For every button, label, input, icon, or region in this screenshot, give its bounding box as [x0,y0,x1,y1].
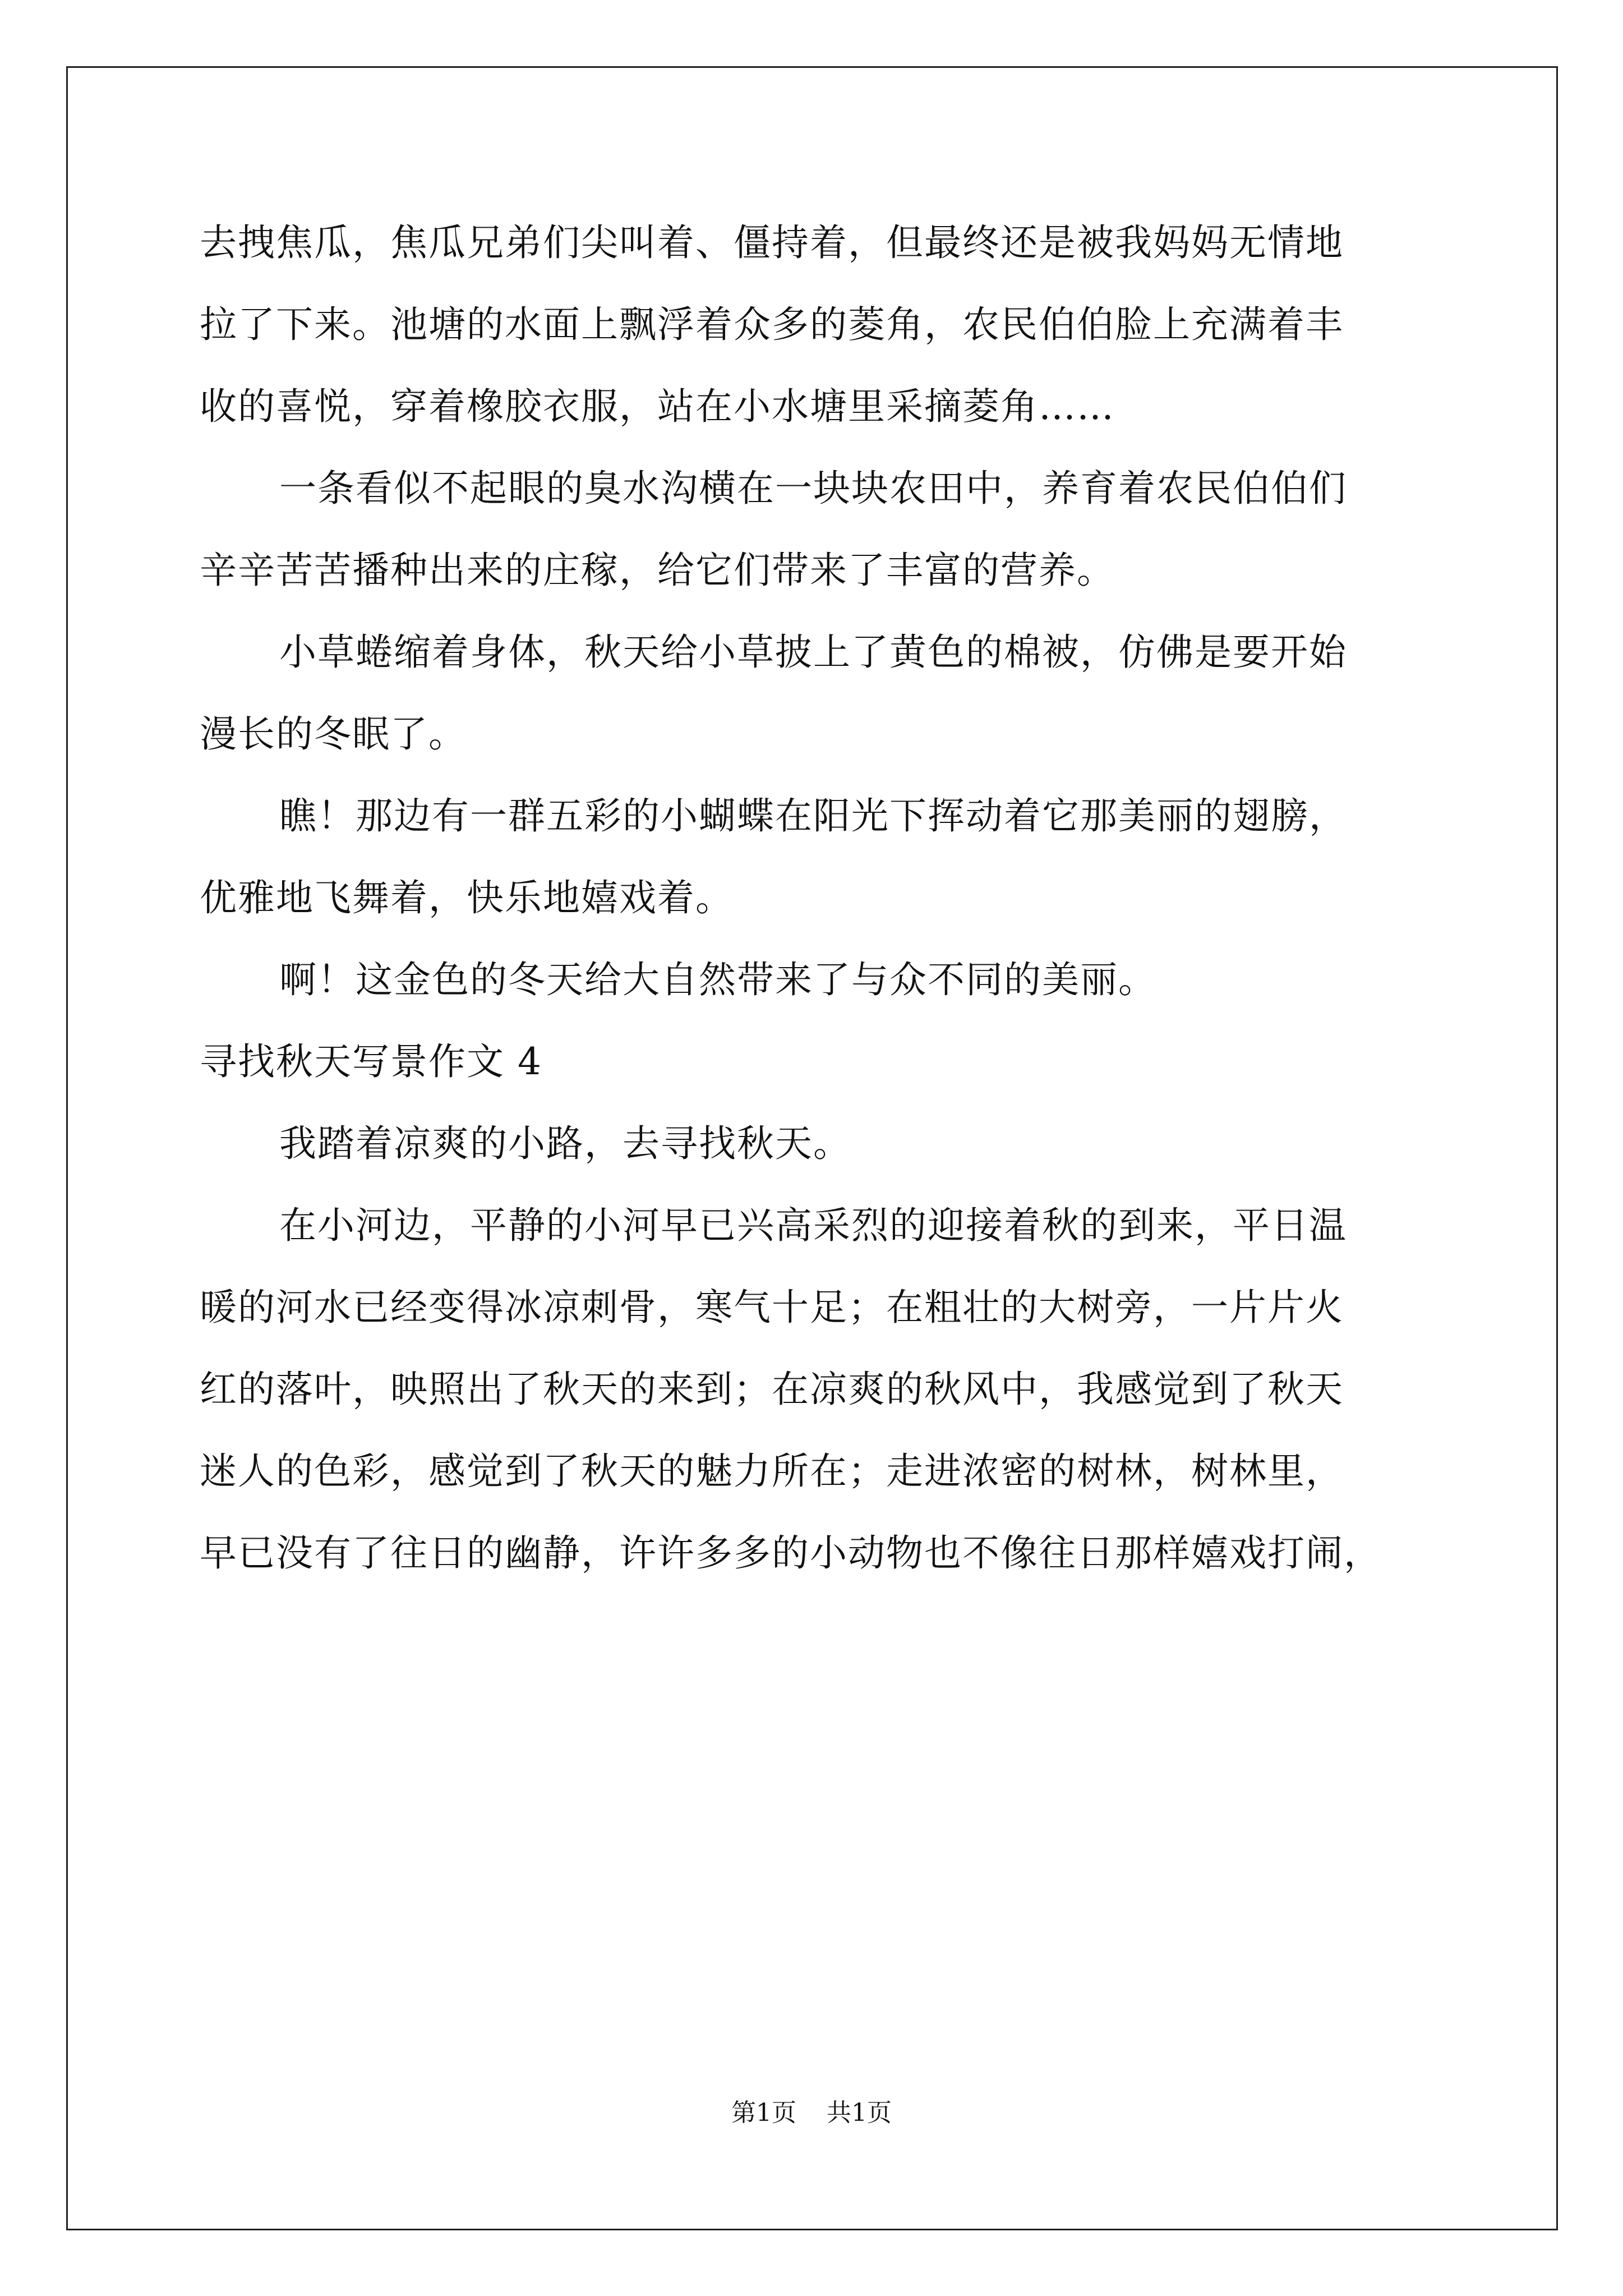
paragraph-start-line: 在小河边，平静的小河早已兴高采烈的迎接着秋的到来，平日温 [279,1204,1347,1247]
text-line: 去拽焦瓜，焦瓜兄弟们尖叫着、僵持着，但最终还是被我妈妈无情地 [200,221,1344,264]
text-line: 漫长的冬眠了。 [200,712,467,756]
page-total: 共1页 [827,2099,892,2127]
section-heading: 寻找秋天写景作文 4 [200,1040,542,1083]
text-line: 暖的河水已经变得冰凉刺骨，寒气十足；在粗壮的大树旁，一片片火 [200,1286,1344,1329]
text-line: 迷人的色彩，感觉到了秋天的魅力所在；走进浓密的树林，树林里， [200,1450,1344,1493]
paragraph-start-line: 我踏着凉爽的小路，去寻找秋天。 [279,1122,851,1165]
paragraph-start-line: 瞧！那边有一群五彩的小蝴蝶在阳光下挥动着它那美丽的翅膀， [279,794,1347,838]
text-line: 辛辛苦苦播种出来的庄稼，给它们带来了丰富的营养。 [200,549,1115,592]
paragraph-start-line: 一条看似不起眼的臭水沟横在一块块农田中，养育着农民伯伯们 [279,467,1347,510]
paragraph-start-line: 啊！这金色的冬天给大自然带来了与众不同的美丽。 [279,958,1156,1001]
text-line: 早已没有了往日的幽静，许许多多的小动物也不像往日那样嬉戏打闹， [200,1531,1382,1575]
page-footer [0,2092,1623,2128]
text-line: 拉了下来。池塘的水面上飘浮着众多的菱角，农民伯伯脸上充满着丰 [200,303,1344,346]
paragraph-start-line: 小草蜷缩着身体，秋天给小草披上了黄色的棉被，仿佛是要开始 [279,631,1347,674]
page-number: 第1页 [731,2099,796,2127]
text-line: 优雅地飞舞着，快乐地嬉戏着。 [200,876,734,919]
document-body [200,202,1433,1594]
text-line: 收的喜悦，穿着橡胶衣服，站在小水塘里采摘菱角…… [200,385,1115,428]
text-line: 红的落叶，映照出了秋天的来到；在凉爽的秋风中，我感觉到了秋天 [200,1368,1344,1411]
